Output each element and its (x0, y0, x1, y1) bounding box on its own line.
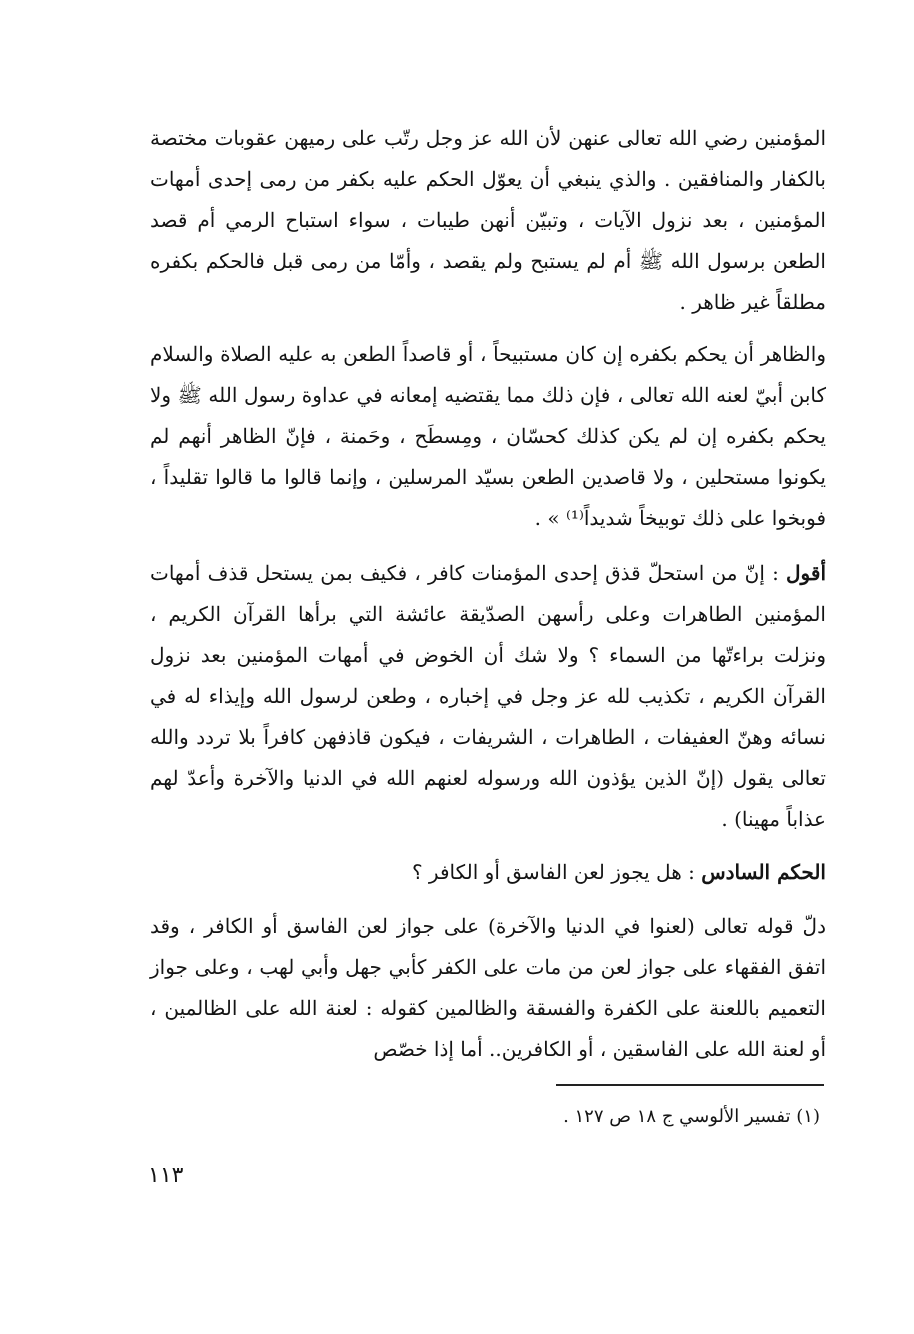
paragraph-5-text: دلّ قوله تعالى (لعنوا في الدنيا والآخرة) على جواز لعن الفاسق أو الكافر ، وقد اتفق الفقهاء على جواز لعن من مات على الكفر كأبي جهل وأبي لهب ، وعلى جواز التعميم باللعنة على الكفرة والفسقة والظالمين كقوله : لعنة الله على الظالمين ، أو لعنة الله على الفاسقين ، أو الكافرين.. أما إذا خصّص (150, 914, 827, 1061)
paragraph-2 (150, 334, 826, 539)
footnote: (١) تفسير الألوسي ج ١٨ ص ١٢٧ . (563, 1106, 820, 1127)
section-heading-body (150, 852, 826, 893)
page-number: ١١٣ (148, 1163, 184, 1188)
paragraph-1-text: المؤمنين رضي الله تعالى عنهن لأن الله عز وجل رتّب على رميهن عقوبات مختصة بالكفار والمنافقين . والذي ينبغي أن يعوّل الحكم عليه بكفر من رمى إحدى أمهات المؤمنين ، بعد نزول الآيات ، وتبيّن أنهن طيبات ، سواء استباح الرمي أم قصد الطعن برسول الله ﷺ أم لم يستبح ولم يقصد ، وأمّا من رمى قبل فالحكم بكفره مطلقاً غير ظاهر . (150, 126, 826, 314)
paragraph-3-lead: أقول (786, 561, 826, 585)
paragraph-1 (150, 118, 826, 323)
section-heading-title: الحكم السادس (701, 860, 826, 884)
paragraph-3-text: : إنّ من استحلّ قذق إحدى المؤمنات كافر ، فكيف بمن يستحل قذف أمهات المؤمنين الطاهرات وعلى رأسهن الصدّيقة عائشة التي برأها القرآن الكريم ، ونزلت براءتّها من السماء ؟ ولا شك أن الخوض في أمهات المؤمنين بعد نزول القرآن الكريم ، تكذيب لله عز وجل في إخباره ، وطعن لرسول الله وإيذاء له في نسائه وهنّ العفيفات ، الطاهرات ، الشريفات ، فيكون قاذفهن كافراً بلا تردد والله تعالى يقول (إنّ الذين يؤذون الله ورسوله لعنهم الله في الدنيا والآخرة وأعدّ لهم عذاباً مهينا) . (150, 561, 826, 831)
section-heading (150, 852, 826, 893)
paragraph-3-body (150, 553, 826, 840)
paragraph-3 (150, 553, 826, 840)
paragraph-2-text: والظاهر أن يحكم بكفره إن كان مستبيحاً ، أو قاصداً الطعن به عليه الصلاة والسلام كابن أبيّ لعنه الله تعالى ، فإن ذلك مما يقتضيه إمعانه في عداوة رسول الله ﷺ ولا يحكم بكفره إن لم يكن كذلك كحسّان ، ومِسطَح ، وحَمنة ، فإنّ الظاهر أنهم لم يكونوا مستحلين ، ولا قاصدين الطعن بسيّد المرسلين ، وإنما قالوا ما قالوا تقليداً ، فوبخوا على ذلك توبيخاً شديداً⁽¹⁾ » . (150, 342, 826, 530)
section-heading-question: : هل يجوز لعن الفاسق أو الكافر ؟ (411, 860, 702, 884)
paragraph-5 (150, 906, 826, 1070)
footnote-divider (556, 1084, 824, 1086)
